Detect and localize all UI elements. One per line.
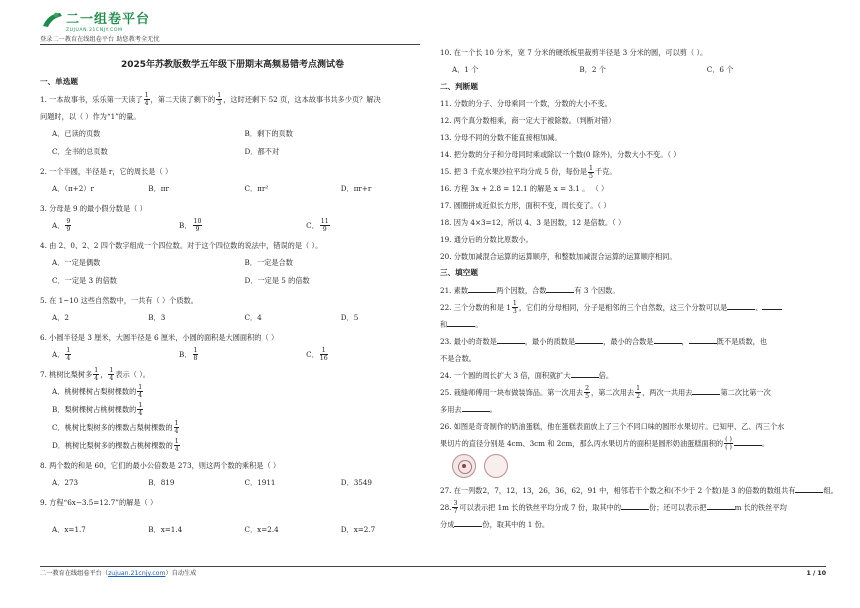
option-d: D．都不对 <box>244 146 280 156</box>
question-19: 19. 通分后的分数比原数小。 <box>440 235 533 245</box>
answer-blank[interactable] <box>571 370 599 378</box>
question-26: 26. 如图是奇奇制作的奶油蛋糕，他在蛋糕表面放上了三个不同口味的圆形水果切片。已知甲、乙、丙三个水 <box>440 421 785 431</box>
question-4: 4. 由 2、0、2、2 四个数字组成一个四位数。对于这个四位数的说法中，错误的是（ ）。 A．一定是偶数 B．一定是合数 C．一定是 3 的倍数 D．一定是 5 的倍数 <box>40 237 425 290</box>
question-21: 21. 素数 两个因数，合数 有 3 个因数。 <box>440 285 620 295</box>
question-14: 14. 把分数的分子和分母同时乘或除以一个数(0 除外)，分数大小不变。（ ） <box>440 150 681 160</box>
option-a: A．一定是偶数 <box>52 257 101 267</box>
option-c: C． $\frac{1}{16}$ <box>306 347 328 363</box>
question-17: 17. 圆圈拼成近似长方形，面积不变，周长变了。（ ） <box>440 201 611 211</box>
option-c: C．x=2.4 <box>244 524 279 534</box>
question-20: 20. 分数加减混合运算的运算顺序，和整数加减混合运算的运算顺序相同。 <box>440 252 677 262</box>
section-true-false: 二、判断题 <box>440 82 478 91</box>
option-b: B．梨树棵树占桃树棵数的 $\frac{1}{4}$ <box>52 402 143 418</box>
option-d: D．πr+r <box>340 183 372 193</box>
question-28: 28. $\frac{3}{7}$ 可以表示把 1m 长的铁丝平均分成 7 份，取其中的 份；还可以表示把 m 长的铁丝平均 <box>440 500 787 516</box>
answer-blank[interactable] <box>454 519 482 527</box>
answer-blank[interactable] <box>654 336 682 344</box>
option-d: D．一定是 5 的倍数 <box>244 275 310 285</box>
question-11: 11. 分数的分子、分母乘同一个数，分数的大小不变。 <box>440 99 612 109</box>
answer-blank[interactable] <box>497 336 525 344</box>
answer-blank[interactable] <box>575 336 603 344</box>
page-number: 1 / 10 <box>806 570 826 577</box>
option-c: C．全书的总页数 <box>52 146 108 156</box>
section-single-choice: 一、单选题 <box>40 77 78 87</box>
question-22: 22. 三个分数的和是 1 $\frac{1}{3}$ ，它们的分母相同，分子是相邻的三个自然数，这三个分数可以是 、 <box>440 299 826 316</box>
question-18: 18. 因为 4×3=12，所以 4、3 是因数，12 是倍数。（ ） <box>440 218 626 228</box>
logo-text: 二一组卷平台 <box>66 12 151 27</box>
option-a: A．（π+2）r <box>52 183 94 193</box>
answer-blank[interactable] <box>462 404 490 412</box>
cake-top-image <box>484 454 508 478</box>
option-c: C．一定是 3 的倍数 <box>52 275 117 285</box>
question-16: 16. 方程 3x + 2.8 = 12.1 的解是 x = 3.1 。 （ ） <box>440 184 609 194</box>
answer-blank[interactable] <box>689 336 717 344</box>
runner-logo-icon <box>40 10 64 30</box>
question-3: 3. 分母是 9 的最小假分数是（ ） A． $\frac{9}{9}$ B． $\frac{10}{9}$ C． $\frac{11}{9}$ <box>40 200 425 235</box>
question-27: 27. 在一列数2，7，12，13，26，36，62，91 中，相邻若干个数之和(不少于 2 个数)是 3 的倍数的数组共有 组。 <box>440 485 838 495</box>
question-5: 5. 在 1~10 这些自然数中，一共有（ ）个质数。 A．2 B．3 C．4 D．5 <box>40 292 425 327</box>
option-c: C．πr² <box>244 183 269 193</box>
answer-blank[interactable] <box>795 485 823 493</box>
logo-subtext: ZUJUAN.21CNJY.COM <box>66 28 123 33</box>
question-24: 24. 一个圆的周长扩大 3 倍，面积就扩大 倍。 <box>440 370 614 380</box>
answer-blank[interactable] <box>621 502 649 510</box>
option-c: C．6 个 <box>706 65 734 74</box>
question-25: 25. 栽缝师傅用一块布做装饰品。第一次用去 $\frac{2}{5}$ ，第二次用去 $\frac{1}{2}$ ，两次一共用去 第二次比第一次 <box>440 385 771 401</box>
answer-blank[interactable] <box>692 387 720 395</box>
question-1: 1. 一本故事书，乐乐第一天读了 $\frac{1}{4}$ ，第二天读了剩下的 $\frac{1}{3}$ ，这时还剩下 52 页，这本故事书共多少页？解决 问题时，以（ ）作为“1”的量。 A．已读的页数 B．剩下的页数 C．全书的总页数 D．都不对 <box>40 91 425 161</box>
question-10: 10. 在一个长 10 分米，宽 7 分米的硬纸板里裁剪半径是 3 分米的圆，可以剪（ ）。 A．1 个 B．2 个 C．6 个 <box>440 44 826 79</box>
option-a: A．2 <box>52 312 69 322</box>
option-c: C．桃树比梨树多的棵数占梨树棵数的 $\frac{1}{4}$ <box>52 420 179 436</box>
header-slogan: 登录二一教育在线组卷平台 助您教考全无忧 <box>40 36 160 43</box>
answer-blank[interactable] <box>546 285 574 293</box>
option-a: A． $\frac{9}{9}$ <box>52 218 71 234</box>
option-d: D．桃树比梨树多的棵数占桃树棵数的 $\frac{1}{4}$ <box>52 438 179 454</box>
question-6: 6. 小圆半径是 3 厘米，大圆半径是 6 厘米，小圆的面积是大圆面积的（ ） A． $\frac{1}{4}$ B． $\frac{1}{8}$ C． $\frac{1}{16}$ <box>40 329 425 364</box>
option-b: B．819 <box>148 477 175 487</box>
footer-link[interactable]: zujuan.21cnjy.com <box>108 570 166 577</box>
option-a: A．x=1.7 <box>52 524 86 534</box>
option-b: B．3 <box>148 312 166 322</box>
header-divider <box>40 44 420 45</box>
cake-image <box>452 454 476 478</box>
option-b: B．x=1.4 <box>148 524 183 534</box>
option-a: A．273 <box>52 477 79 487</box>
option-a: A． $\frac{1}{4}$ <box>52 347 71 363</box>
option-a: A．已读的页数 <box>52 128 101 138</box>
question-23: 23. 最小的奇数是 ，最小的质数是 ，最小的合数是 ， 既不是质数，也 <box>440 336 768 346</box>
option-c: C．1911 <box>244 477 276 487</box>
site-header <box>40 8 420 42</box>
option-b: B． $\frac{1}{8}$ <box>179 347 198 363</box>
option-b: B．一定是合数 <box>244 257 293 267</box>
fraction: $\frac{1}{3}$ <box>217 92 222 108</box>
left-column <box>40 60 425 541</box>
right-column: 10. 在一个长 10 分米，宽 7 分米的硬纸板里裁剪半径是 3 分米的圆，可以剪（ ）。 A．1 个 B．2 个 C．6 个 二、判断题 11. 分数的分子、分母乘同一个数，分数的大小不变。 12. 两个真分数相乘，商一定大于被除数。（判断对错） 13. 分母不同的分数不能直接相加减。 14. 把分数的分子和分母同时乘或除以一个数(0 除外)，分数大小不变。（ ） 15. 把 3 千克水果沙拉平均分成 5 份，每份是 $\frac{1}{5}$ 千克。 16. 方程 3x + 2.8 = 12.1 的解是 x = 3.1 。 （ ） 17. 圆圈拼成近似长方形，面积不变，周长变了。（ ） 18. 因为 4×3=12，所以 4、3 是因数，12 是倍数。（ ） 19. 通分后的分数比原数小。 20. 分数加减混合运算的运算顺序，和整数加减混合运算的运算顺序相同。 三、填空题 21. 素数 两个因数，合数 有 3 个因数。 22. 三个分数的和是 1 $\frac{1}{3}$ ，它们的分母相同，分子是相邻的三个自然数，这三个分数可以是 、 和 。 23. 最小的奇数是 ，最小的质数是 ，最小的合数是 ， 既不是质数，也 不是合数。 24. 一个圆的周长扩大 3 倍，面积就扩大 倍。 25. 栽缝师傅用一块布做装饰品。第一次用去 $\frac{2}{5}$ ，第二次用去 $\frac{1}{2}$ ，两次一共用去 第二次比第一次 多用去 。 26. 如图是奇奇制作的奶油蛋糕，他在蛋糕表面放上了三个不同口味的圆形水果切片。已知甲、乙、丙三个水 果切片的直径分别是 4cm、3cm 和 2cm，那么丙水果切片的面积是圆形奶油蛋糕面积的 $\frac{( )}{( )}$ 。 27. 在一列数2，7，12，13，26，36，62，91 中，相邻若干个数之和(不少于 2 个数)是 3 的倍数的数组共有 组。 28. $\frac{3}{7}$ 可以表示把 1m 长的铁丝平均分成 7 份，取其中的 份；还可以表示把 m 长的铁丝平均 分成 份，取其中的 1 份。 <box>440 44 826 533</box>
option-b: B．剩下的页数 <box>244 128 293 138</box>
answer-blank[interactable] <box>762 302 782 310</box>
question-8: 8. 两个数的和是 60，它们的最小公倍数是 273，则这两个数的乘积是（ ） A．273 B．819 C．1911 D．3549 <box>40 457 425 492</box>
answer-blank[interactable] <box>468 285 496 293</box>
page-footer: 二一教育在线组卷平台（zujuan.21cnjy.com）自动生成 1 / 10 <box>40 566 826 578</box>
answer-blank[interactable] <box>734 438 762 446</box>
question-2: 2. 一个半圆，半径是 r，它的周长是（ ） A．（π+2）r B．πr C．πr² D．πr+r <box>40 163 425 198</box>
question-12: 12. 两个真分数相乘，商一定大于被除数。（判断对错） <box>440 116 616 126</box>
option-b: B． $\frac{10}{9}$ <box>179 218 202 234</box>
option-c: C． $\frac{11}{9}$ <box>306 218 329 234</box>
question-7: 7. 桃树比梨树多 $\frac{1}{4}$ ， $\frac{1}{4}$ 表示（ ）。 A．桃树棵树占梨树棵数的 $\frac{1}{4}$ B．梨树棵树占桃树棵数的 $\frac{1}{4}$ C．桃树比梨树多的棵数占梨树棵数的 $\frac{1}{4}$ D．桃树比梨树多的棵数占桃树棵数的 $\frac{1}{4}$ <box>40 366 425 455</box>
section-fill-blank: 三、填空题 <box>440 268 478 278</box>
option-d: D．x=2.7 <box>340 524 376 534</box>
question-13: 13. 分母不同的分数不能直接相加减。 <box>440 133 562 143</box>
option-c: C．4 <box>244 312 262 322</box>
option-a: A．桃树棵树占梨树棵数的 $\frac{1}{4}$ <box>52 384 143 400</box>
option-d: D．5 <box>340 312 359 322</box>
option-a: A．1 个 <box>452 65 479 74</box>
document-title: 2025年苏教版数学五年级下册期末高频易错考点测试卷 <box>120 60 345 70</box>
option-b: B．2 个 <box>579 65 606 74</box>
question-15: 15. 把 3 千克水果沙拉平均分成 5 份，每份是 $\frac{1}{5}$ 千克。 <box>440 164 617 180</box>
option-d: D．3549 <box>340 477 372 487</box>
option-b: B．πr <box>148 183 169 193</box>
cake-figure <box>452 454 826 478</box>
fraction: $\frac{1}{4}$ <box>144 92 149 108</box>
question-9: 9. 方程“6x−3.5=12.7”的解是（ ） A．x=1.7 B．x=1.4 C．x=2.4 D．x=2.7 <box>40 494 425 539</box>
answer-blank[interactable] <box>447 319 475 327</box>
answer-blank[interactable] <box>727 302 755 310</box>
answer-blank[interactable] <box>707 502 735 510</box>
